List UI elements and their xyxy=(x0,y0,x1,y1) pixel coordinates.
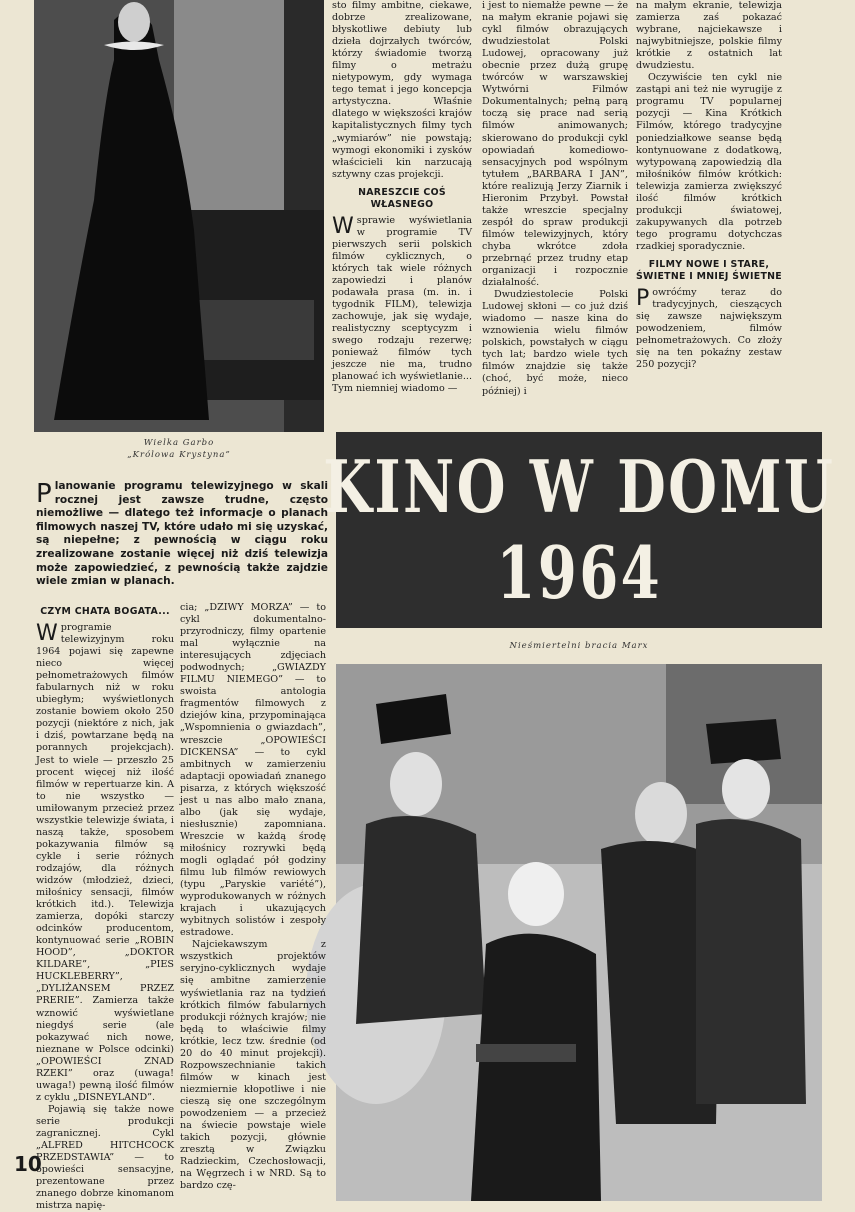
section-heading-czym-chata: CZYM CHATA BOGATA... xyxy=(40,606,170,617)
col3-drop-cap: W xyxy=(332,213,354,239)
title-banner xyxy=(322,432,836,628)
col1-drop-cap: W xyxy=(36,621,58,646)
col1-paragraph-1-text: programie telewizyjnym roku 1964 pojawi się zapewne nieco więcej pełnometrażowych filmów fabularnych niż w roku ubiegłym; wyświetlonych zostanie bowiem około 250 pozycji (niektóre z nich, jak i dziś, powtarzane będą na porannych projekcjach). Jest to wiele — przeszło 25 procent więcej niż ilość filmów w repertuarze kin. A to nie wszystko — umiłowanym przecież przez wszystkie telewizje świata, i naszą także, sposobem pokazywania filmów są cykle i serie różnych rodzajów, dla różnych widzów (młodzież, dzieci, miłośnicy sensacji, filmów krótkich itd.). Telewizja zamierza, dopóki starczy odcinków producentom, kontynuować serie „ROBIN HOOD”, „DOKTOR KILDARE”, „PIES HUCKLEBERRY”, „DYLIŻANSEM PRZEZ PRERIE”. Zamierza także wznowić wyświetlane niegdyś serie (ale pokazywać nich nowe, nieznane w Polsce odcinki) „OPOWIEŚCI ZNAD RZEKI” oraz (uwaga! uwaga!) pewną ilość filmów z cyklu „DISNEYLAND”. xyxy=(36,622,174,1103)
photo-top-caption xyxy=(34,437,324,461)
col5-paragraph-3-text: owróćmy teraz do tradycyjnych, cieszących się zawsze największym powodzeniem, filmów pełnometrażowych. Co złoży się na ten pokaźny zestaw 250 pozycji? xyxy=(636,286,782,371)
photo-garbo-illustration xyxy=(34,0,324,432)
section-heading-nareszcie: NARESZCIE COŚ WŁASNEGO xyxy=(358,186,446,210)
title-line-2: 1964 xyxy=(496,530,662,615)
photo-bottom-caption: Nieśmiertelni bracia Marx xyxy=(509,641,649,651)
lead-paragraph xyxy=(36,480,328,589)
col5-paragraph-1: na małym ekranie, telewizja zamierza zaś pokazać wybrane, najciekawsze i najwybitniejsze, polskie filmy krótkie z ostatnich lat dwudziestu. xyxy=(636,0,782,72)
photo-greta-garbo xyxy=(34,0,324,432)
page-number: 10 xyxy=(14,1152,42,1176)
col4-paragraph-1: i jest to niemałże pewne — że na małym ekranie pojawi się cykl filmów obrazujących dwudziestolat Polski Ludowej, opracowany już obecnie przez dużą grupę twórców w warszawskiej Wytwórni Filmów Dokumentalnych; pełną parą toczą się prace nad serią filmów animowanych; skierowano do produkcji cykl opowiadań komediowo-sensacyjnych pod wspólnym tytułem „BARBARA I JAN”, które realizują Jerzy Ziarnik i Hieronim Przybył. Powstał także wreszcie specjalny zespół do spraw produkcji filmów telewizyjnych, który chyba wkrótce zdoła przebrnąć przez trudny etap organizacji i rozpocznie działalność. xyxy=(482,0,628,289)
col4-paragraph-2: Dwudziestolecie Polski Ludowej skłoni — co już dziś wiadomo — nasze kina do wznowienia wielu filmów polskich, powstałych w ciągu tych lat; bardzo wiele tych filmów znajdzie się także (choć, być może, nieco później) i xyxy=(482,289,628,397)
photo-top-caption-line1: Wielka Garbo xyxy=(143,438,215,448)
section-heading-filmy-nowe: FILMY NOWE I STARE, ŚWIETNE I MNIEJ ŚWIETNE xyxy=(636,258,782,282)
article-column-4 xyxy=(482,0,628,425)
col1-paragraph-1 xyxy=(36,622,174,1104)
photo-marx-illustration xyxy=(336,664,822,1201)
col3-paragraph-1: sto filmy ambitne, ciekawe, dobrze zrealizowane, błyskotliwe debiuty lub dzieła dojrzałych twórców, którzy świadomie tworzą filmy o metrażu nietypowym, gdy wymaga tego temat i jego koncepcja artystyczna. Właśnie dlatego w większości krajów kapitalistycznych filmy tych „wymiarów” nie powstają; wymogi ekonomiki i zysków właścicieli kin narzucają sztywny czas projekcji. xyxy=(332,0,472,180)
col3-paragraph-2-text: sprawie wyświetlania w programie TV pierwszych serii polskich filmów cyklicznych, o których tak wiele różnych zapowiedzi i planów podawała prasa (m. in. i tygodnik FILM), telewizja zachowuje, jak się wydaje, realistyczny sceptycyzm i swego rodzaju rezerwę; ponieważ filmów tych jeszcze nie ma, trudno planować ich wyświetlanie... Tym niemniej wiadomo — xyxy=(332,214,472,395)
lead-drop-cap: P xyxy=(36,479,52,509)
title-line-1: KINO W DOMU xyxy=(322,444,836,529)
col1-paragraph-2: Pojawią się także nowe serie produkcji zagranicznej. Cykl „ALFRED HITCHCOCK PRZEDSTAWIA” — to opowieści sensacyjne, prezentowane przez znanego dobrze kinomanom mistrza napię- xyxy=(36,1103,174,1212)
col2-paragraph-2: Najciekawszym z wszystkich projektów seryjno-cyklicznych wydaje się ambitne zamierzenie wyświetlania raz na tydzień krótkich filmów fabularnych produkcji różnych krajów; nie będą to właściwie filmy krótkie, lecz tzw. średnie (od 20 do 40 minut projekcji). Rozpowszechnianie takich filmów w kinach jest niezmiernie kłopotliwe i nie cieszą się one szczególnym powodzeniem — a przecież na świecie powstaje wiele takich pozycji, głównie zresztą w Związku Radzieckim, Czechosłowacji, na Węgrzech i w NRD. Są to bardzo czę- xyxy=(180,939,326,1192)
col5-paragraph-3 xyxy=(636,287,782,371)
article-column-2 xyxy=(180,602,326,1192)
col3-paragraph-2 xyxy=(332,215,472,396)
article-column-3 xyxy=(332,0,472,425)
col5-drop-cap: P xyxy=(636,285,650,311)
article-column-5 xyxy=(636,0,782,425)
lead-text: lanowanie programu telewizyjnego w skali rocznej jest zawsze trudne, często niemożliwe — dlatego też informacje o planach filmowych naszej TV, które udało mi się uzyskać, są niepełne; z pewnością w ciągu roku zrealizowane zostanie więcej niż dziś telewizja może zapowiedzieć, z pewnością także zajdzie wiele zmian w planach. xyxy=(36,480,328,588)
col2-paragraph-1: cia; „DZIWY MORZA” — to cykl dokumentalno-przyrodniczy, filmy opartenie mal wyłącznie na interesujących zdjęciach podwodnych; „GWIAZDY FILMU NIEMEGO” — to swoista antologia fragmentów filmowych z dziejów kina, przypominająca „Wspomnienia o gwiazdach”, wreszcie „OPOWIEŚCI DICKENSA” — to cykl ambitnych w zamierzeniu adaptacji opowiadań znanego pisarza, z których większość jest u nas albo mało znana, albo (jak się wydaje, niesłusznie) zapomniana. Wreszcie w każdą środę miłośnicy rozrywki będą mogli oglądać pół godziny filmu lub filmów rewiowych (typu „Paryskie variété”), wyprodukowanych w różnych krajach i ukazujących wybitnych solistów i zespoły estradowe. xyxy=(180,602,326,939)
article-column-1 xyxy=(36,600,174,1212)
col5-paragraph-2: Oczywiście ten cykl nie zastąpi ani też nie wyrugije z programu TV popularnej pozycji — Kina Krótkich Filmów, którego tradycyjne poniedziałkowe seanse będą kontynuowane z dodatkową, wytypowaną zapowiedzią dla miłośników filmów krótkich: telewizja zamierza zwiększyć ilość filmów krótkich produkcji światowej, zakupywanych dla potrzeb tego programu dotychczas rzadkiej sporadycznie. xyxy=(636,72,782,252)
photo-top-caption-line2: „Królowa Krystyna” xyxy=(127,450,231,460)
photo-marx-brothers xyxy=(336,664,822,1201)
